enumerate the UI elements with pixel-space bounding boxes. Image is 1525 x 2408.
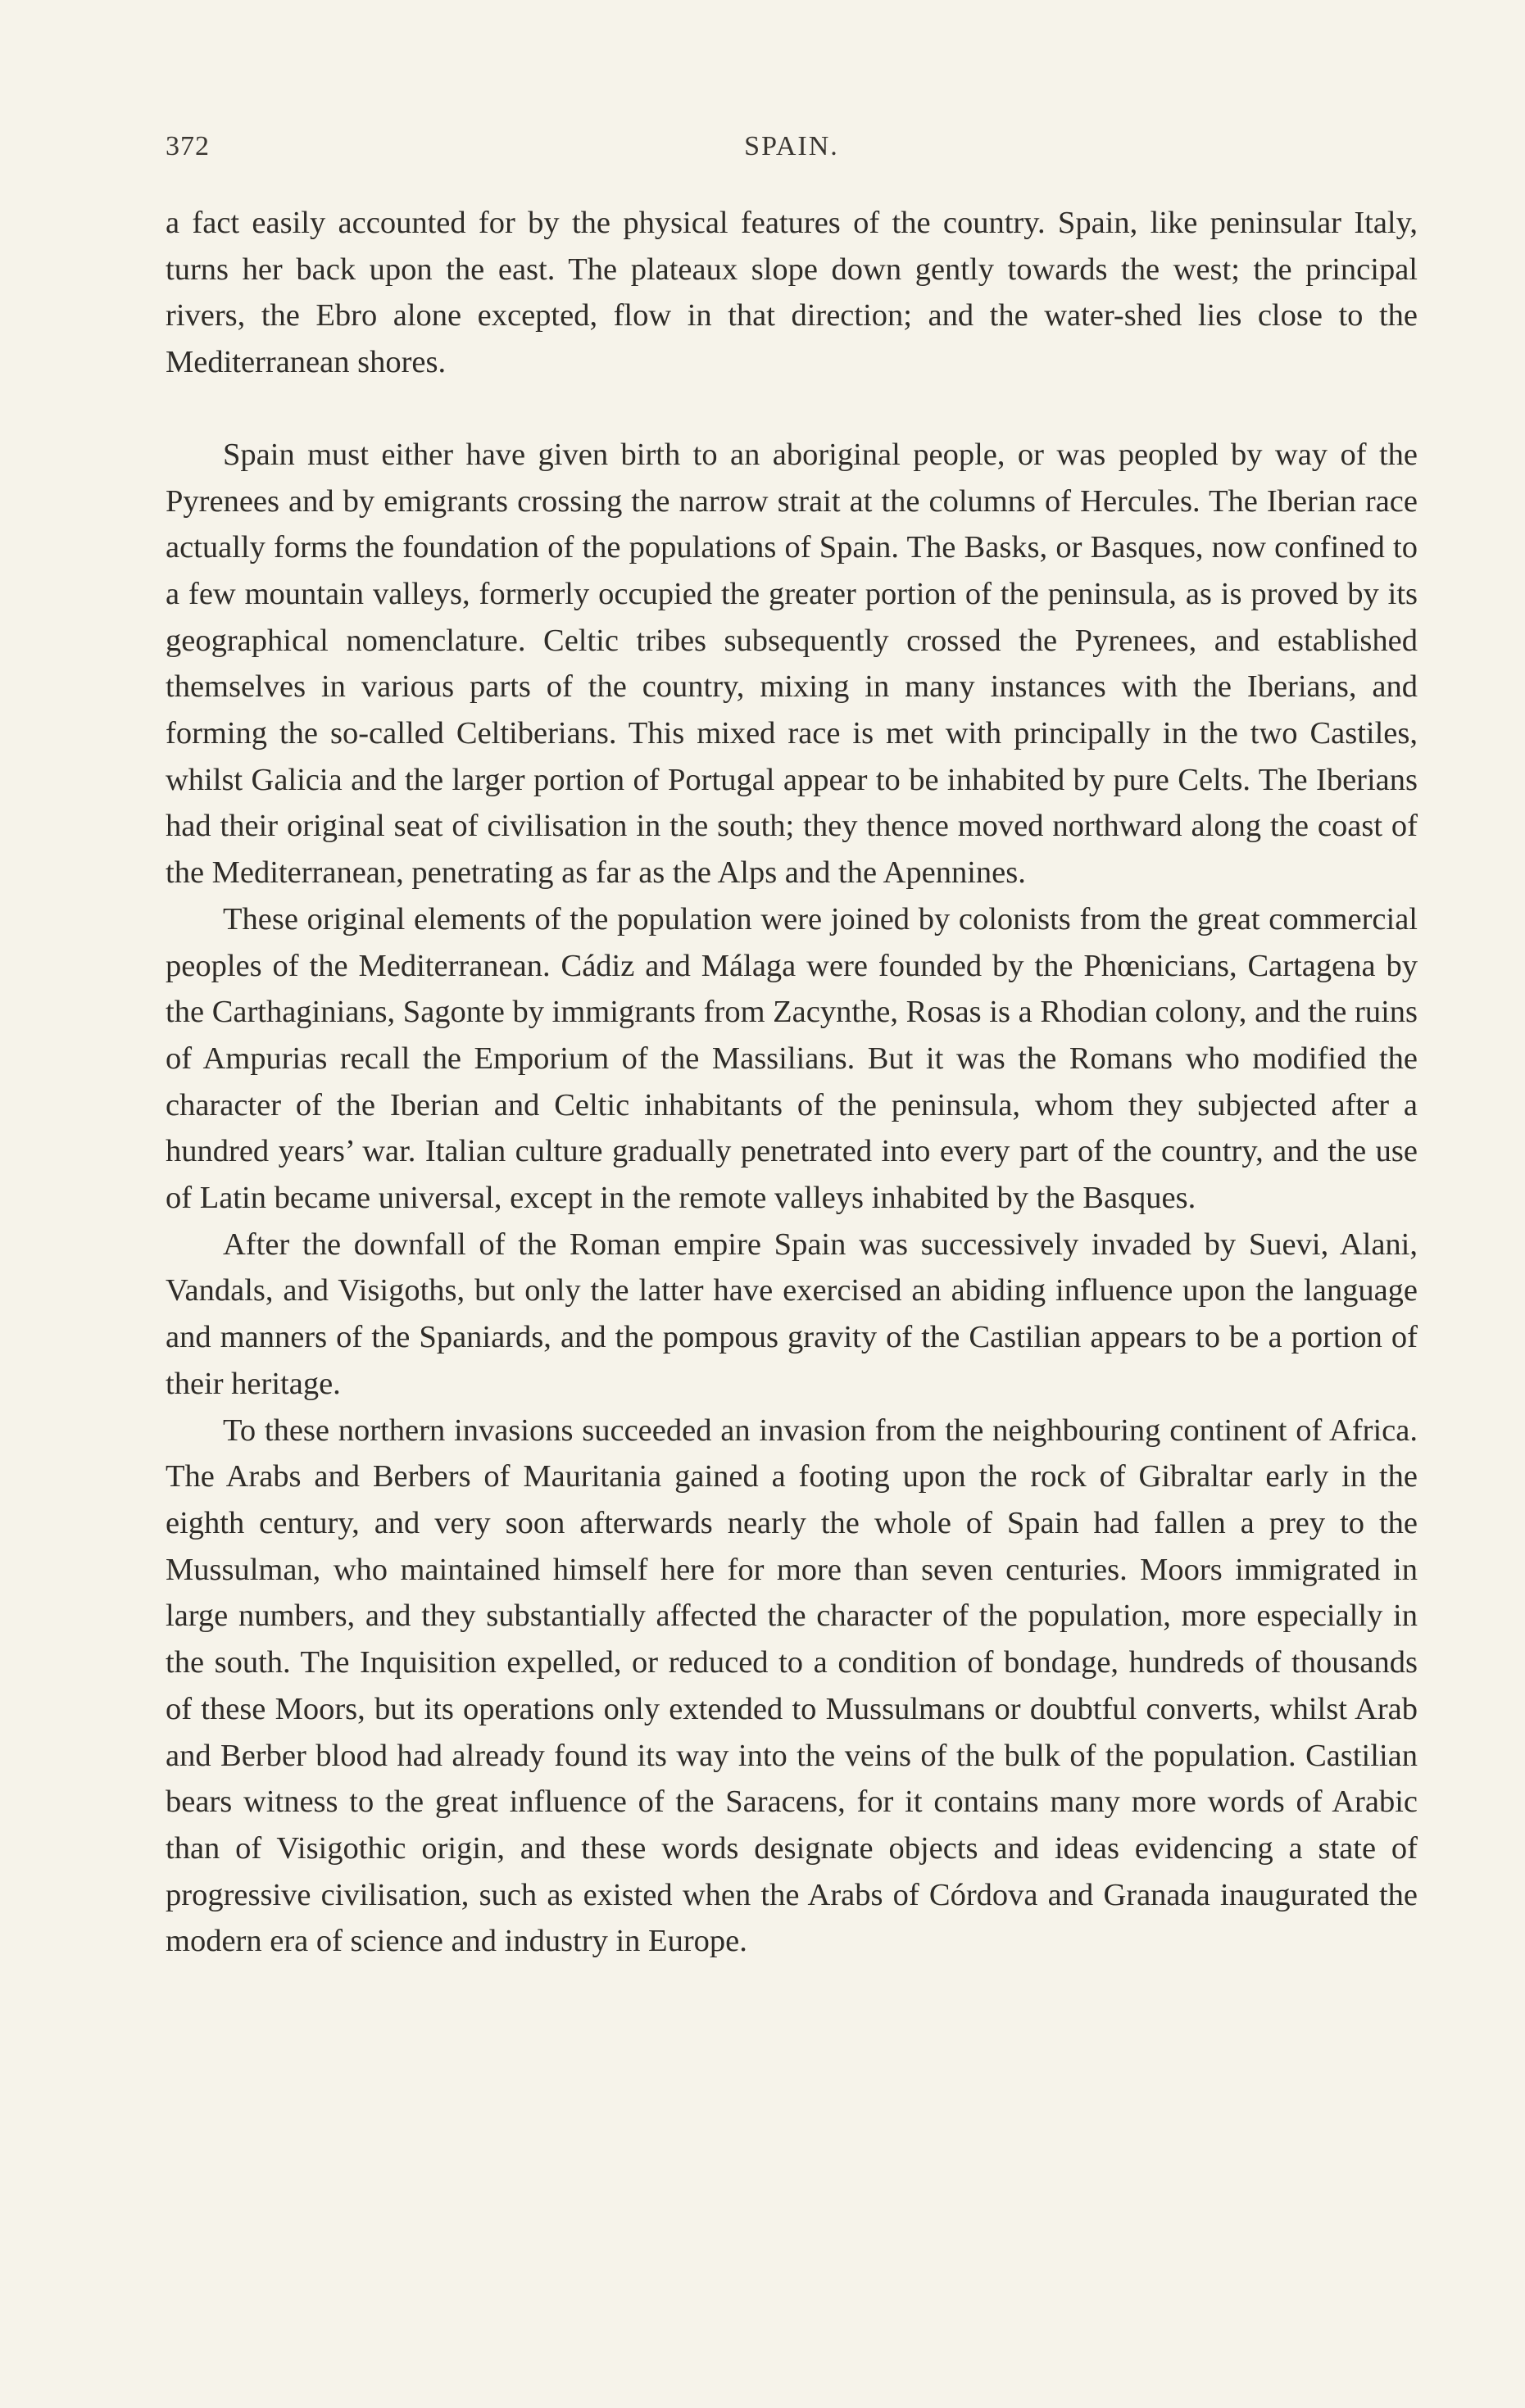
- paragraph: a fact easily accounted for by the physical features of the country. Spain, like peninsular Italy, turns her back upon the east. The plateaux slope down gently towards the west; the principal rivers, the Ebro alone excepted, flow in that direction; and the water-shed lies close to the Mediterranean shores.: [166, 206, 1418, 380]
- paragraph: To these northern invasions succeeded an invasion from the neighbouring continent of Africa. The Arabs and Berbers of Mauritania gained a footing upon the rock of Gibraltar early in the eighth century, and very soon afterwards nearly the whole of Spain had fallen a prey to the Mussulman, who maintained himself here for more than seven centuries. Moors immigrated in large numbers, and they substantially affected the character of the population, more especially in the south. The Inquisition expelled, or reduced to a condition of bondage, hundreds of thousands of these Moors, but its operations only extended to Mussulmans or doubtful converts, whilst Arab and Berber blood had already found its way into the veins of the bulk of the population. Castilian bears witness to the great influence of the Saracens, for it contains many more words of Arabic than of Visigothic origin, and these words designate objects and ideas evidencing a state of progressive civilisation, such as existed when the Arabs of Córdova and Granada inaugurated the modern era of science and industry in Europe.: [166, 1413, 1418, 1959]
- running-head: [166, 131, 1418, 172]
- paragraph: These original elements of the population were joined by colonists from the great commercial peoples of the Mediterranean. Cádiz and Málaga were founded by the Phœnicians, Cartagena by the Carthaginians, Sagonte by immigrants from Zacynthe, Rosas is a Rhodian colony, and the ruins of Ampurias recall the Emporium of the Massilians. But it was the Romans who modified the character of the Iberian and Celtic inhabitants of the peninsula, whom they subjected after a hundred years’ war. Italian culture gradually penetrated into every part of the country, and the use of Latin became universal, except in the remote valleys inhabited by the Basques.: [166, 901, 1418, 1216]
- paragraph: Spain must either have given birth to an aboriginal people, or was peopled by way of the Pyrenees and by emigrants crossing the narrow strait at the columns of Hercules. The Iberian race actually forms the foundation of the populations of Spain. The Basks, or Basques, now confined to a few mountain valleys, formerly occupied the greater portion of the peninsula, as is proved by its geographical nomenclature. Celtic tribes subsequently crossed the Pyrenees, and established themselves in various parts of the country, mixing in many instances with the Iberians, and forming the so-called Celtiberians. This mixed race is met with principally in the two Castiles, whilst Galicia and the larger portion of Portugal appear to be inhabited by pure Celts. The Iberians had their original seat of civilisation in the south; they thence moved northward along the coast of the Mediterranean, penetrating as far as the Alps and the Apennines.: [166, 437, 1418, 891]
- running-title: SPAIN.: [744, 131, 839, 161]
- body-text: [166, 200, 1418, 1965]
- paragraph: After the downfall of the Roman empire Spain was successively invaded by Suevi, Alani, Vandals, and Visigoths, but only the latter have exercised an abiding influence upon the language and manners of the Spaniards, and the pompous gravity of the Castilian appears to be a portion of their heritage.: [166, 1227, 1418, 1401]
- page-number: 372: [166, 131, 210, 161]
